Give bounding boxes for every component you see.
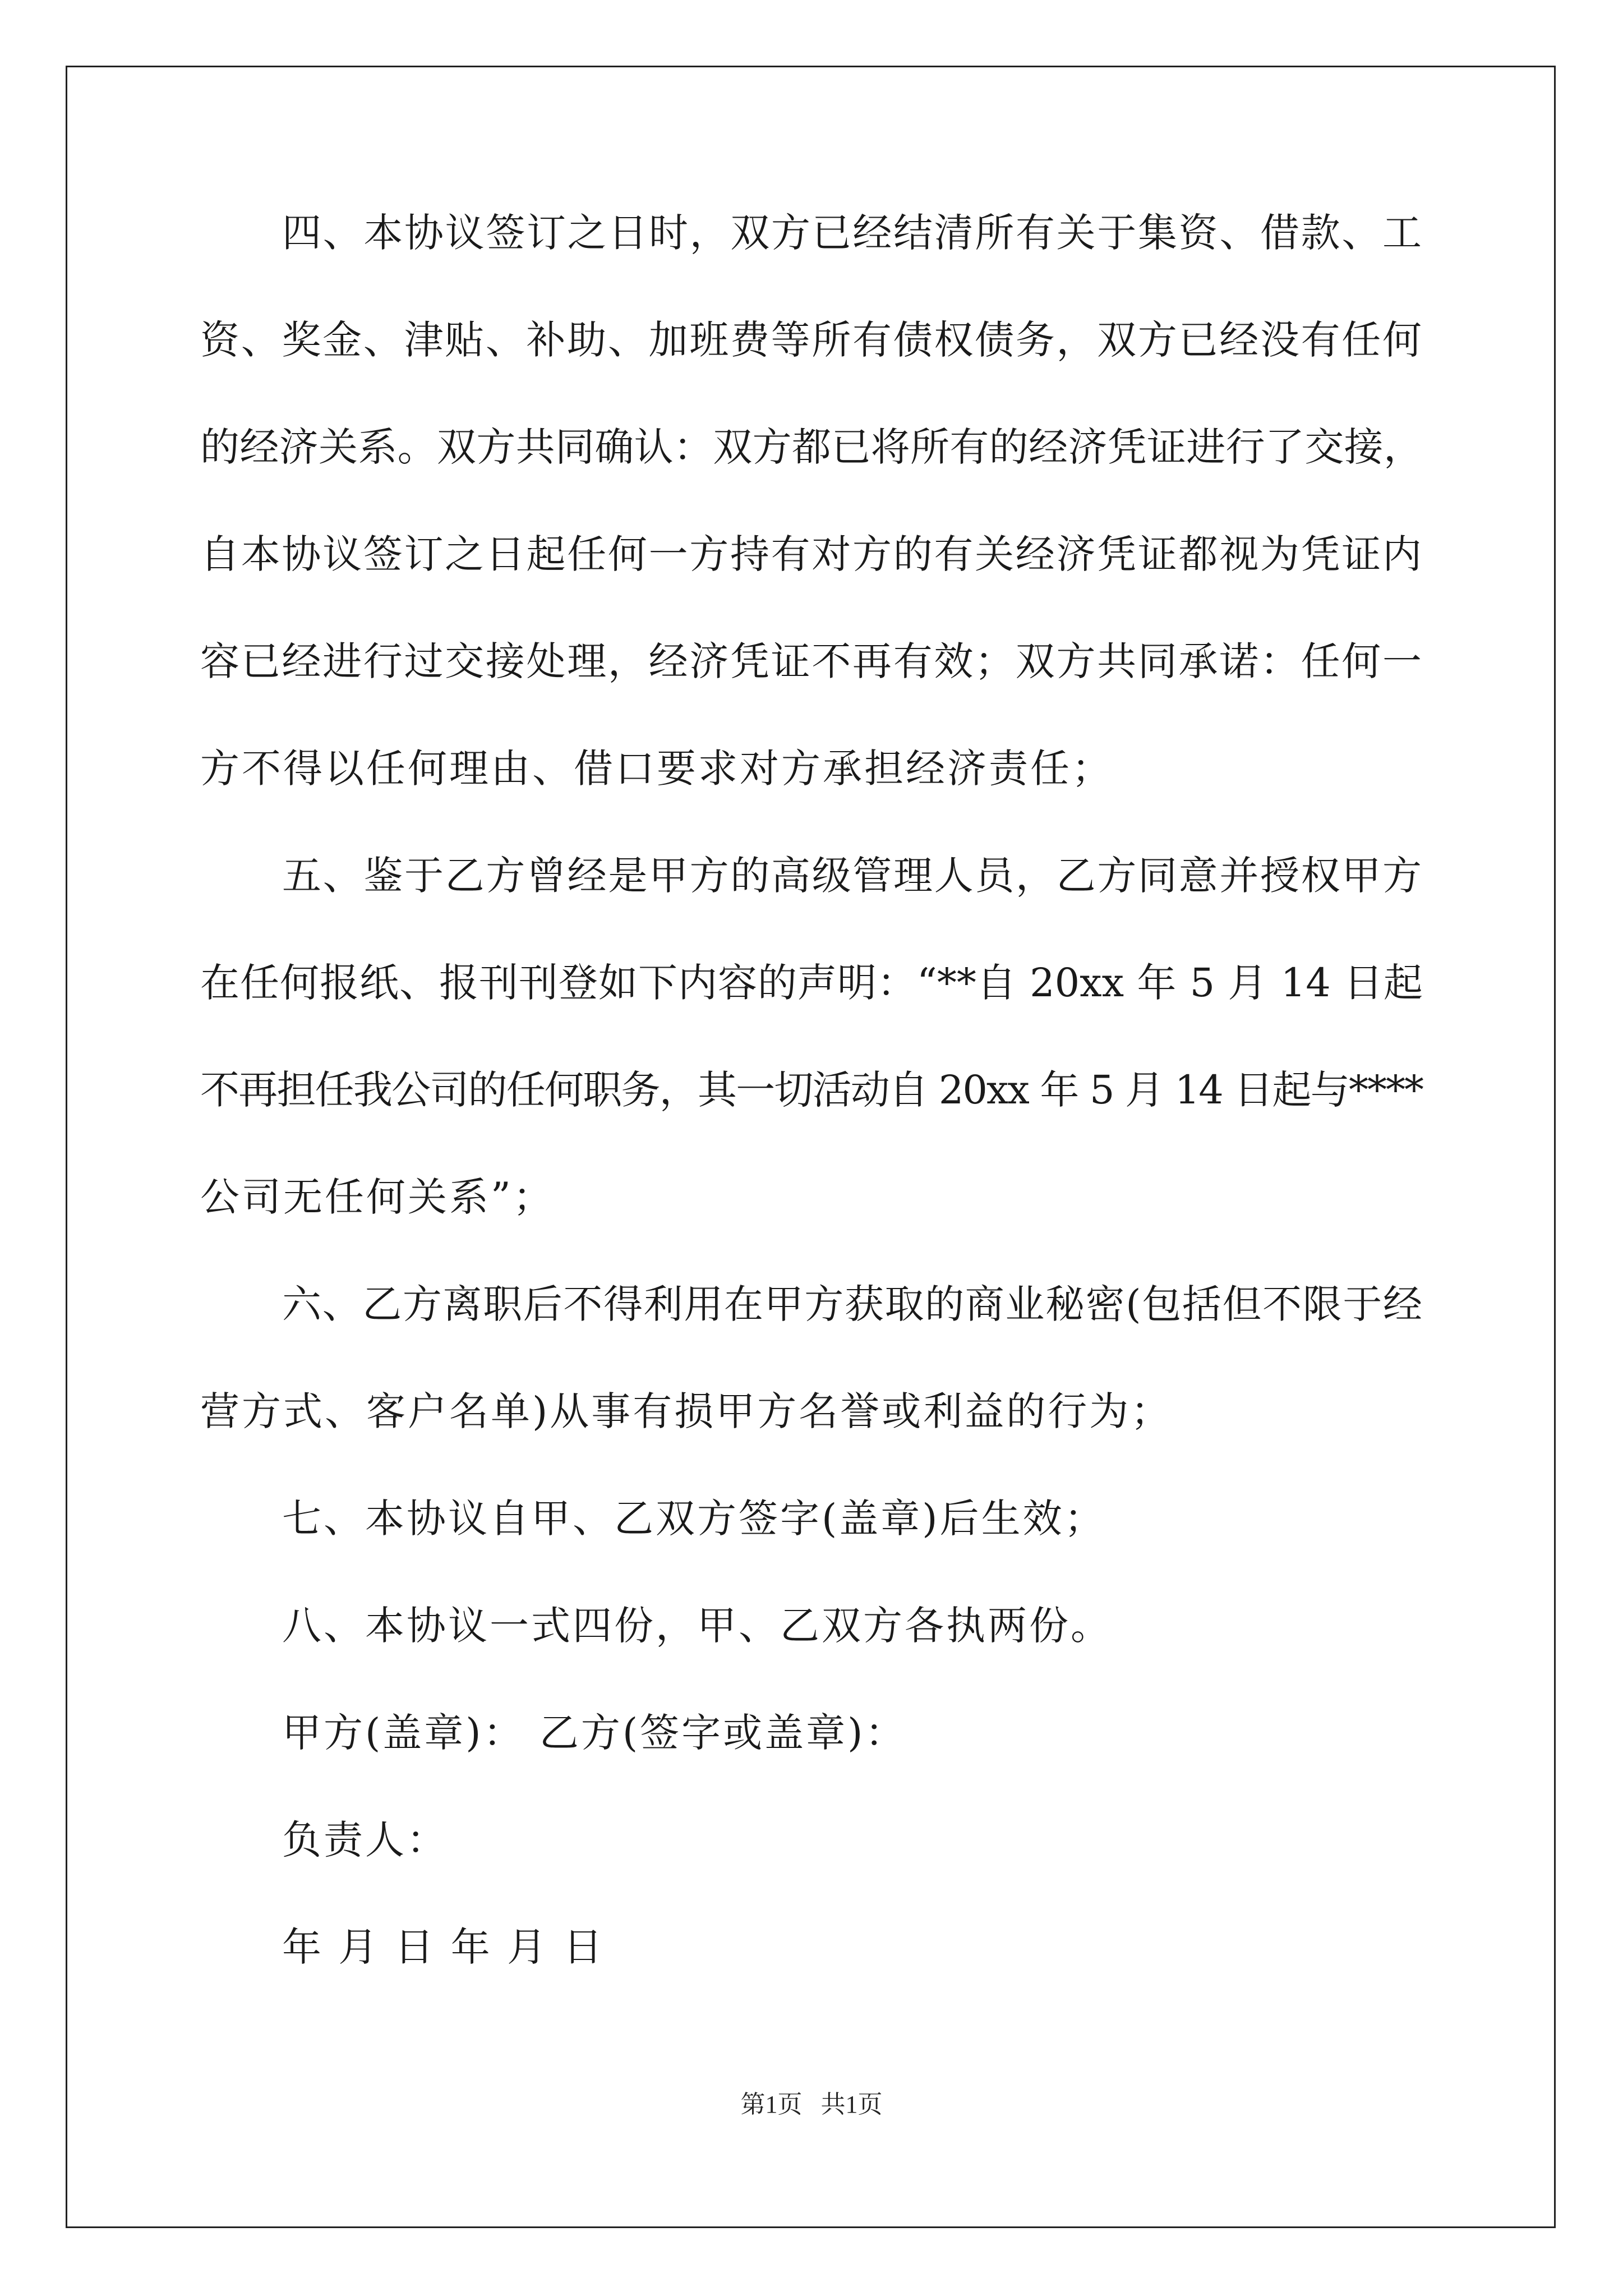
clause-5-line-2: 在任何报纸、报刊刊登如下内容的声明：“**自 20xx 年 5 月 14 日起: [200, 960, 1423, 1006]
clause-5-line-1: 五、鉴于乙方曾经是甲方的高级管理人员，乙方同意并授权甲方: [282, 853, 1423, 899]
clause-4-line-4: 自本协议签订之日起任何一方持有对方的有关经济凭证都视为凭证内: [200, 531, 1423, 577]
signature-parties: 甲方(盖章)： 乙方(签字或盖章)：: [282, 1710, 907, 1756]
clause-6-line-1: 六、乙方离职后不得利用在甲方获取的商业秘密(包括但不限于经: [282, 1281, 1423, 1327]
clause-6-line-2: 营方式、客户名单)从事有损甲方名誉或利益的行为；: [200, 1388, 1173, 1434]
clause-4-line-3: 的经济关系。双方共同确认：双方都已将所有的经济凭证进行了交接，: [200, 424, 1423, 470]
clause-4-line-5: 容已经进行过交接处理，经济凭证不再有效；双方共同承诺：任何一: [200, 638, 1423, 684]
clause-4-line-2: 资、奖金、津贴、补助、加班费等所有债权债务，双方已经没有任何: [200, 317, 1423, 363]
clause-8: 八、本协议一式四份，甲、乙双方各执两份。: [282, 1603, 1112, 1649]
responsible-person: 负责人：: [282, 1817, 448, 1863]
signature-dates: 年 月 日 年 月 日: [282, 1924, 605, 1970]
clause-5-line-3: 不再担任我公司的任何职务，其一切活动自 20xx 年 5 月 14 日起与****: [200, 1067, 1423, 1113]
clause-5-line-4: 公司无任何关系”；: [200, 1174, 555, 1220]
clause-4-line-6: 方不得以任何理由、借口要求对方承担经济责任；: [200, 746, 1113, 792]
clause-7: 七、本协议自甲、乙双方签字(盖章)后生效；: [282, 1496, 1106, 1542]
clause-4-line-1: 四、本协议签订之日时，双方已经结清所有关于集资、借款、工: [282, 210, 1423, 256]
page-number: 第1页 共1页: [740, 2091, 883, 2118]
document-body: [200, 210, 1423, 2035]
